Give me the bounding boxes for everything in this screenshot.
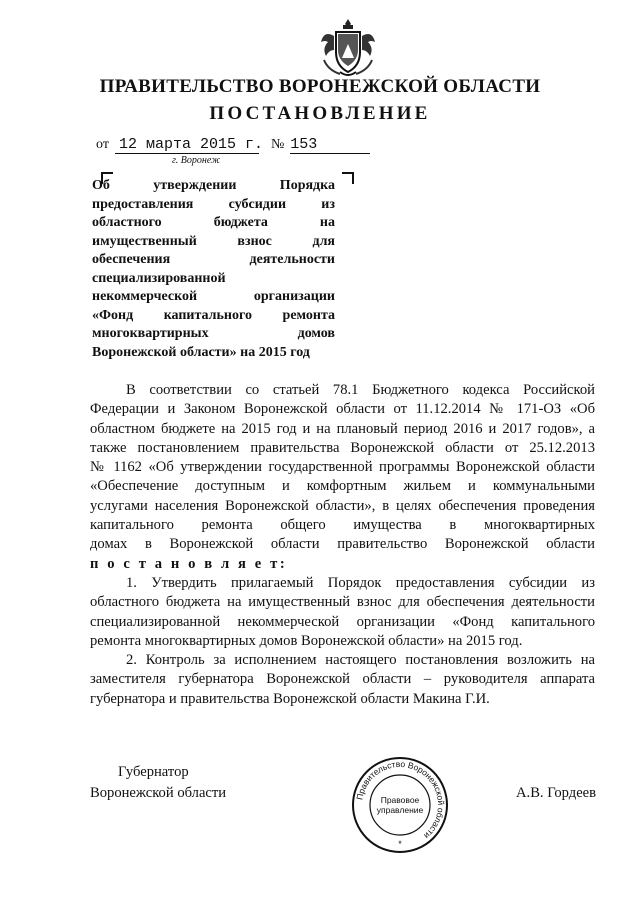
- subject-line: имущественный взнос для: [92, 233, 335, 249]
- stamp-star: *: [398, 839, 402, 849]
- preamble-line: услугами населения Воронежской области», в целях обеспечения проведения: [90, 497, 595, 514]
- preamble-line: «Обеспечение доступным и комфортным жильем и коммунальными: [90, 478, 595, 495]
- city-name: г. Воронеж: [172, 155, 221, 166]
- preamble-line: областном бюджете на 2015 год и на плановый период 2016 и 2017 годов», а: [90, 420, 595, 437]
- preamble-line: также постановлением правительства Воронежской области от 25.12.2013: [90, 439, 595, 456]
- preamble-line: Федерации и Законом Воронежской области от 11.12.2014 № 171-ОЗ «Об: [90, 401, 595, 418]
- bracket-top-right: [342, 172, 354, 184]
- document-type-title: ПОСТАНОВЛЕНИЕ: [209, 103, 431, 124]
- item-2-line: заместителя губернатора Воронежской области – руководителя аппарата: [90, 671, 595, 688]
- preamble-line: № 1162 «Об утверждении государственной программы Воронежской области: [90, 459, 595, 476]
- subject-line: Воронежской области» на 2015 год: [92, 344, 310, 360]
- document-date: 12 марта 2015 г.: [115, 136, 259, 154]
- item-1-line: ремонта многоквартирных домов Воронежской области» на 2015 год.: [90, 632, 523, 649]
- document-body: [90, 381, 595, 709]
- signer-position: Губернатор: [118, 764, 189, 780]
- document-subject: [92, 177, 335, 362]
- subject-line: областного бюджета на: [92, 215, 335, 230]
- subject-line: Об утверждении Порядка: [92, 178, 335, 193]
- resolve-word: п о с т а н о в л я е т:: [90, 555, 288, 572]
- stamp-ring-text: Правительство Воронежской области: [354, 758, 447, 842]
- document-number: 153: [290, 136, 370, 154]
- date-prefix: от: [96, 137, 109, 152]
- stamp-center-line: управление: [376, 805, 424, 815]
- signer-region: Воронежской области: [90, 785, 227, 801]
- item-2-line: 2. Контроль за исполнением настоящего постановления возложить на: [126, 652, 595, 669]
- item-1-line: специализированной некоммерческой организации «Фонд капитального: [90, 613, 595, 630]
- preamble-line: домах в Воронежской области правительство Воронежской области: [90, 536, 595, 553]
- government-title: ПРАВИТЕЛЬСТВО ВОРОНЕЖСКОЙ ОБЛАСТИ: [99, 76, 541, 97]
- date-number-line: [96, 136, 370, 154]
- stamp-center-line: Правовое: [380, 795, 420, 805]
- coat-of-arms-icon: [316, 16, 380, 80]
- item-2-line: губернатора и правительства Воронежской области Макина Г.И.: [90, 690, 490, 707]
- preamble-line: В соответствии со статьей 78.1 Бюджетного кодекса Российской: [126, 382, 595, 398]
- item-1-line: 1. Утвердить прилагаемый Порядок предоставления субсидии из: [126, 574, 595, 591]
- number-prefix: №: [270, 137, 285, 152]
- official-stamp: [350, 755, 450, 855]
- subject-line: «Фонд капитального ремонта: [92, 307, 335, 323]
- subject-line: многоквартирных домов: [92, 326, 335, 341]
- preamble-line: капитального ремонта общего имущества в многоквартирных: [90, 517, 595, 534]
- subject-line: специализированной: [92, 270, 226, 286]
- subject-line: некоммерческой организации: [92, 289, 335, 304]
- subject-line: предоставления субсидии из: [92, 196, 335, 212]
- item-1-line: областного бюджета на имущественный взнос для обеспечения деятельности: [90, 594, 595, 611]
- subject-line: обеспечения деятельности: [92, 252, 335, 267]
- signer-name: А.В. Гордеев: [516, 785, 597, 801]
